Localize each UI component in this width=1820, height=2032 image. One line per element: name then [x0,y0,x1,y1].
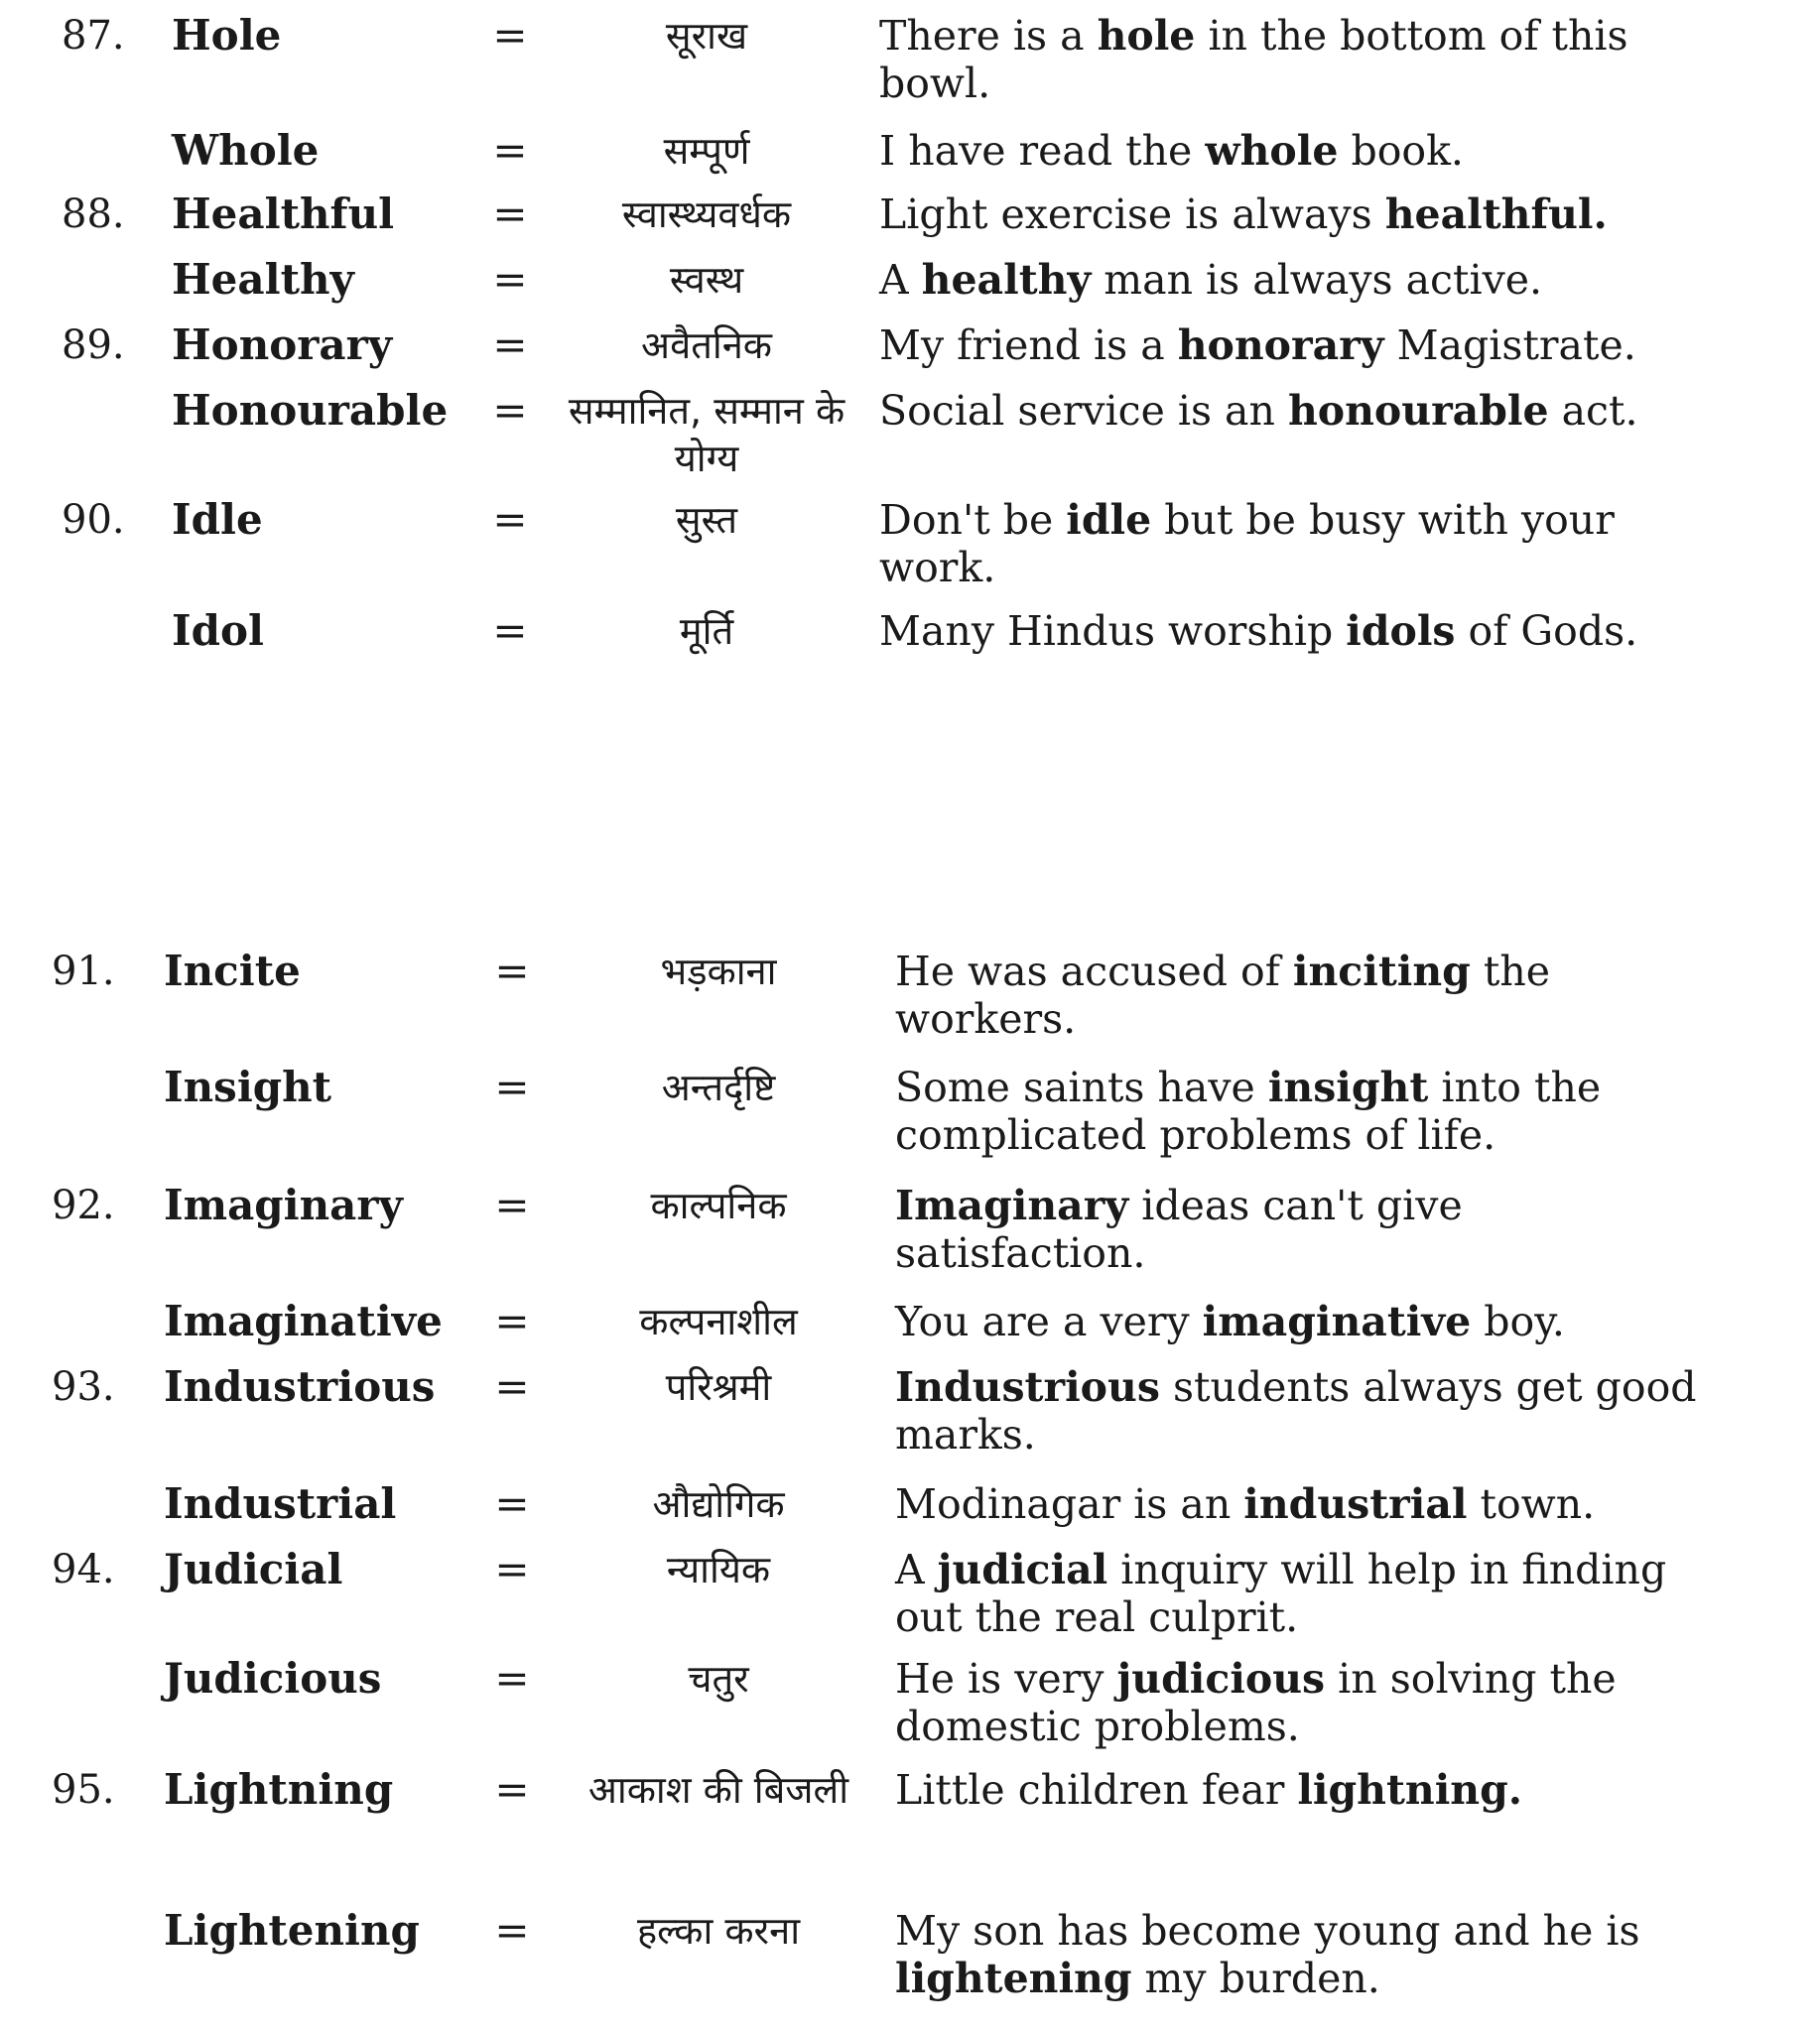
example-sentence: He was accused of inciting the workers. [895,948,1551,1043]
example-sentence: Don't be idle but be busy with your work. [879,496,1615,591]
english-word: Lightning [164,1765,394,1814]
hindi-meaning: स्वास्थ्यवर्धक [621,192,792,236]
example-sentence: Industrious students always get good marks. [895,1363,1697,1459]
hindi-meaning: सम्मानित, सम्मान के योग्य [568,389,845,480]
entry-number: 92. [52,1183,115,1228]
equals-sign: = [492,190,528,238]
hindi-meaning: अवैतनिक [641,323,772,367]
hindi-meaning: मूर्ति [679,609,734,653]
english-word: Imaginative [164,1297,443,1345]
entry-number: 87. [62,13,125,59]
equals-sign: = [492,386,528,435]
hindi-meaning: हल्का करना [636,1909,801,1953]
equals-sign: = [494,947,530,995]
example-sentence: Light exercise is always healthful. [879,190,1608,238]
english-word: Healthful [172,190,395,238]
entry-number: 93. [52,1364,115,1410]
equals-sign: = [492,606,528,655]
hindi-meaning: परिश्रमी [665,1365,772,1409]
equals-sign: = [494,1297,530,1345]
entry-number: 95. [52,1767,115,1813]
example-sentence: Imaginary ideas can't give satisfaction. [895,1182,1463,1277]
equals-sign: = [494,1654,530,1703]
equals-sign: = [492,11,528,60]
english-word: Idol [172,606,264,655]
example-sentence: I have read the whole book. [879,127,1464,175]
hindi-meaning: स्वस्थ [669,258,744,302]
example-sentence: Little children fear lightning. [895,1766,1523,1814]
hindi-meaning: सूराख [665,14,748,58]
equals-sign: = [492,495,528,544]
equals-sign: = [494,1063,530,1111]
example-sentence: You are a very imaginative boy. [895,1298,1565,1345]
english-word: Honourable [172,386,449,435]
equals-sign: = [492,126,528,175]
hindi-meaning: औद्योगिक [652,1482,785,1526]
entry-number: 89. [62,322,125,368]
english-word: Healthy [172,255,354,304]
equals-sign: = [494,1362,530,1411]
hindi-meaning: आकाश की बिजली [587,1768,849,1812]
english-word: Idle [172,495,263,544]
example-sentence: A judicial inquiry will help in finding out the real culprit. [895,1546,1667,1641]
equals-sign: = [494,1765,530,1814]
hindi-meaning: चतुर [688,1657,749,1701]
english-word: Judicious [164,1654,382,1703]
equals-sign: = [494,1906,530,1955]
english-word: Judicial [164,1545,343,1593]
english-word: Industrious [164,1362,436,1411]
entry-number: 94. [52,1547,115,1592]
equals-sign: = [494,1181,530,1229]
english-word: Whole [172,126,320,175]
example-sentence: Some saints have insight into the complicated problems of life. [895,1064,1602,1159]
english-word: Insight [164,1063,332,1111]
english-word: Incite [164,947,301,995]
hindi-meaning: न्यायिक [666,1548,771,1591]
english-word: Lightening [164,1906,420,1955]
equals-sign: = [492,255,528,304]
entry-number: 91. [52,949,115,994]
example-sentence: He is very judicious in solving the domestic problems. [895,1655,1617,1750]
english-word: Imaginary [164,1181,403,1229]
hindi-meaning: कल्पनाशील [639,1300,798,1343]
equals-sign: = [492,320,528,369]
example-sentence: Modinagar is an industrial town. [895,1480,1596,1528]
english-word: Industrial [164,1479,397,1528]
example-sentence: There is a hole in the bottom of this bowl. [879,12,1628,107]
equals-sign: = [494,1479,530,1528]
hindi-meaning: काल्पनिक [650,1184,787,1227]
equals-sign: = [494,1545,530,1593]
english-word: Honorary [172,320,393,369]
hindi-meaning: भड़काना [660,950,777,993]
example-sentence: Social service is an honourable act. [879,387,1638,435]
hindi-meaning: सम्पूर्ण [663,129,750,173]
example-sentence: Many Hindus worship idols of Gods. [879,607,1638,655]
hindi-meaning: सुस्त [675,498,738,542]
entry-number: 88. [62,191,125,237]
example-sentence: My son has become young and he is lightening my burden. [895,1907,1640,2002]
english-word: Hole [172,11,282,60]
example-sentence: My friend is a honorary Magistrate. [879,321,1636,369]
hindi-meaning: अन्तर्दृष्टि [661,1066,776,1109]
entry-number: 90. [62,497,125,543]
example-sentence: A healthy man is always active. [879,256,1543,304]
